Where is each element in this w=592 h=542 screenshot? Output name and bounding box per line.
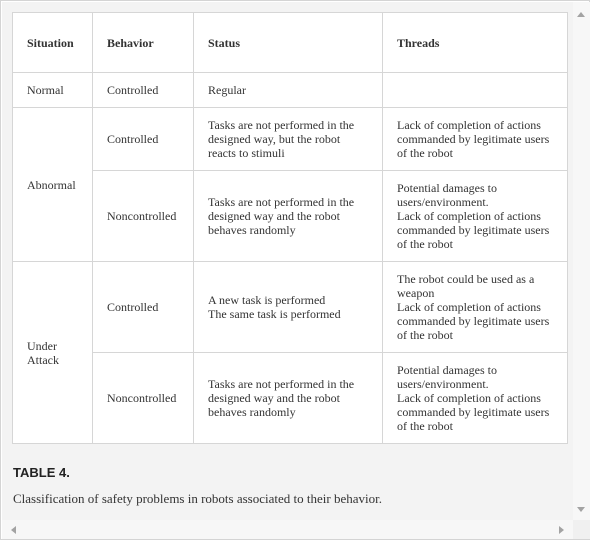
table-caption-title: TABLE 4. [13,465,70,480]
table-row [13,73,568,108]
behavior-cell: Noncontrolled [93,353,194,444]
threads-cell: Lack of completion of actions commanded by legitimate users of the robot [383,108,568,171]
header-status: Status [194,13,383,73]
threads-line: Potential damages to users/environment. [397,181,497,209]
header-situation: Situation [13,13,93,73]
threads-cell [383,73,568,108]
threads-cell [383,262,568,353]
vertical-scrollbar[interactable] [573,2,590,520]
scroll-down-arrow-icon[interactable] [577,507,585,512]
table-row [13,353,568,444]
threads-line: Lack of completion of actions commanded by legitimate users of the robot [397,391,550,433]
table-header-row [13,13,568,73]
behavior-cell: Controlled [93,262,194,353]
threads-cell [383,353,568,444]
threads-cell [383,171,568,262]
situation-cell: Abnormal [13,108,93,262]
scroll-left-arrow-icon[interactable] [11,526,16,534]
status-cell: Tasks are not performed in the designed way and the robot behaves randomly [194,171,383,262]
behavior-cell: Controlled [93,73,194,108]
behavior-cell: Noncontrolled [93,171,194,262]
horizontal-scrollbar[interactable] [2,520,573,539]
table-row [13,108,568,171]
status-cell: Tasks are not performed in the designed way and the robot behaves randomly [194,353,383,444]
classification-table [12,12,568,444]
table-scroll-content [2,2,573,520]
status-cell: Regular [194,73,383,108]
status-line: The same task is performed [208,307,341,321]
scrollbar-corner [573,520,590,539]
status-cell: Tasks are not performed in the designed way, but the robot reacts to stimuli [194,108,383,171]
status-cell [194,262,383,353]
situation-cell: Under Attack [13,262,93,444]
scroll-up-arrow-icon[interactable] [577,12,585,17]
header-threads: Threads [383,13,568,73]
threads-line: The robot could be used as a weapon [397,272,535,300]
threads-line: Lack of completion of actions commanded by legitimate users of the robot [397,300,550,342]
status-line: A new task is performed [208,293,326,307]
threads-line: Lack of completion of actions commanded by legitimate users of the robot [397,209,550,251]
threads-line: Potential damages to users/environment. [397,363,497,391]
table-row [13,262,568,353]
table-caption-text: Classification of safety problems in robots associated to their behavior. [13,491,382,506]
table-row [13,171,568,262]
header-behavior: Behavior [93,13,194,73]
scroll-right-arrow-icon[interactable] [559,526,564,534]
situation-cell: Normal [13,73,93,108]
behavior-cell: Controlled [93,108,194,171]
